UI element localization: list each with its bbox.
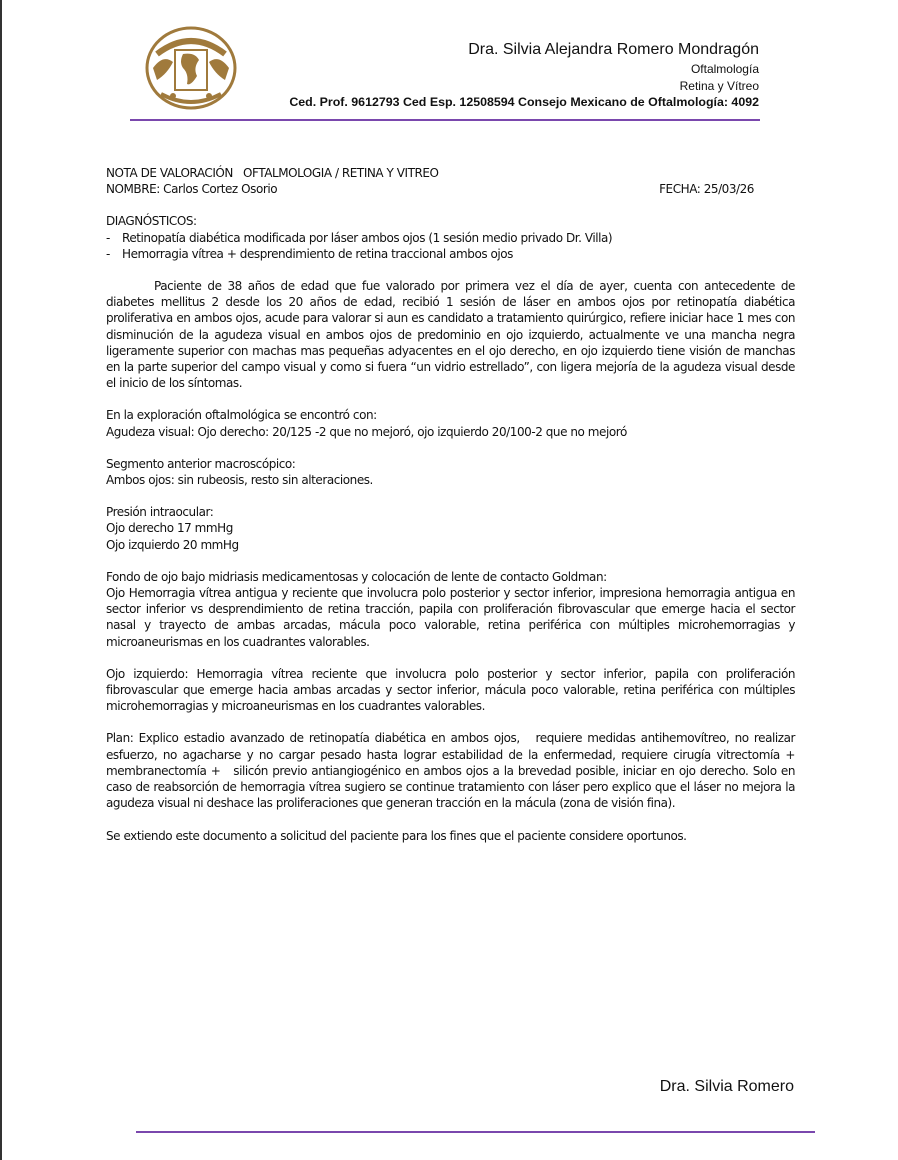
closing-paragraph: Se extiendo este documento a solicitud del paciente para los fines que el paciente considere oportunos.: [106, 828, 687, 843]
iop-heading: Presión intraocular:: [106, 505, 214, 520]
credentials: Ced. Prof. 9612793 Ced Esp. 12508594 Consejo Mexicano de Oftalmología: 4092: [289, 95, 759, 109]
diagnosis-item: [106, 230, 795, 246]
signature-name: Dra. Silvia Romero: [659, 1078, 794, 1095]
visual-acuity: Agudeza visual: Ojo derecho: 20/125 -2 que no mejoró, ojo izquierdo 20/100-2 que no mejoró: [106, 424, 627, 439]
note-title: NOTA DE VALORACIÓN OFTALMOLOGIA / RETINA Y VITREO: [106, 166, 439, 180]
fundus-right: Ojo Hemorragia vítrea antigua y reciente que involucra polo posterior y sector inferior, impresiona hemorragia antigua en sector inferior vs desprendimiento de retina tracción, papila con proliferación fibrovascular que emerge hacia el sector nasal y trayecto de ambas arcadas, mácula poco valorable, retina periférica con múltiples microhemorragias y microaneurismas en los cuadrantes valorables.: [106, 586, 795, 649]
bullet: -: [106, 230, 110, 245]
diagnosis-item: [106, 246, 795, 262]
header-divider: [130, 119, 760, 121]
anterior-text: Ambos ojos: sin rubeosis, resto sin alteraciones.: [106, 473, 373, 488]
specialty: Oftalmología: [690, 62, 759, 76]
subspecialty: Retina y Vítreo: [679, 79, 759, 93]
page-edge: [0, 0, 2, 1160]
patient-row: [106, 181, 795, 197]
note-body: [106, 165, 799, 844]
university-seal-icon: [143, 24, 239, 112]
diagnosis-text: Hemorragia vítrea + desprendimiento de retina traccional ambos ojos: [122, 246, 513, 261]
diagnoses-heading: DIAGNÓSTICOS:: [106, 214, 197, 229]
iop-left: Ojo izquierdo 20 mmHg: [106, 537, 239, 552]
fundus-left: Ojo izquierdo: Hemorragia vítrea reciente que involucra polo posterior y sector inferior, papila con proliferación fibrovascular que emerge hacia ambas arcadas y sector inferior, mácula poco valorable, retina periférica con múltiples microhemorragias y microaneurismas en los cuadrantes valorables.: [106, 666, 795, 714]
exam-intro: En la exploración oftalmológica se encontró con:: [106, 408, 377, 423]
footer-divider: [136, 1131, 815, 1133]
plan-paragraph: Plan: Explico estadio avanzado de retinopatía diabética en ambos ojos, requiere medidas antihemovítreo, no realizar esfuerzo, no agacharse y no cargar pesado hasta lograr estabilidad de la enfermedad, requiere cirugía vitrectomía + membranectomía + silicón previo antiangiogénico en ambos ojos a la brevedad posible, iniciar en ojo derecho. Solo en caso de reabsorción de hemorragia vítrea sugiero se continue tratamiento con láser pero explico que el láser no mejora la agudeza visual ni deshace las proliferaciones que generan tracción en la mácula (zona de visión fina).: [106, 731, 799, 811]
doctor-name: Dra. Silvia Alejandra Romero Mondragón: [468, 41, 759, 58]
patient-name: NOMBRE: Carlos Cortez Osorio: [106, 182, 278, 197]
bullet: -: [106, 246, 110, 261]
iop-right: Ojo derecho 17 mmHg: [106, 521, 233, 536]
diagnosis-text: Retinopatía diabética modificada por láser ambos ojos (1 sesión medio privado Dr. Villa): [122, 230, 613, 245]
anterior-heading: Segmento anterior macroscópico:: [106, 456, 296, 471]
fundus-heading: Fondo de ojo bajo midriasis medicamentosas y colocación de lente de contacto Goldman:: [106, 569, 607, 584]
note-date: FECHA: 25/03/26: [659, 182, 754, 197]
history-paragraph: Paciente de 38 años de edad que fue valorado por primera vez el día de ayer, cuenta con antecedente de diabetes mellitus 2 desde los 20 años de edad, recibió 1 sesión de láser en ambos ojos por retinopatía diabética proliferativa en ambos ojos, acude para valorar si aun es candidato a tratamiento quirúrgico, refiere iniciar hace 1 mes con disminución de la agudeza visual en ambos ojos de predominio en ojo izquierdo, actualmente ve una mancha negra ligeramente superior con machas mas pequeñas adyacentes en el ojo derecho, en ojo izquierdo tiene visión de manchas en la parte superior del campo visual y como si fuera “un vidrio estrellado”, con ligera mejoría de la agudeza visual desde el inicio de los síntomas.: [106, 279, 795, 391]
